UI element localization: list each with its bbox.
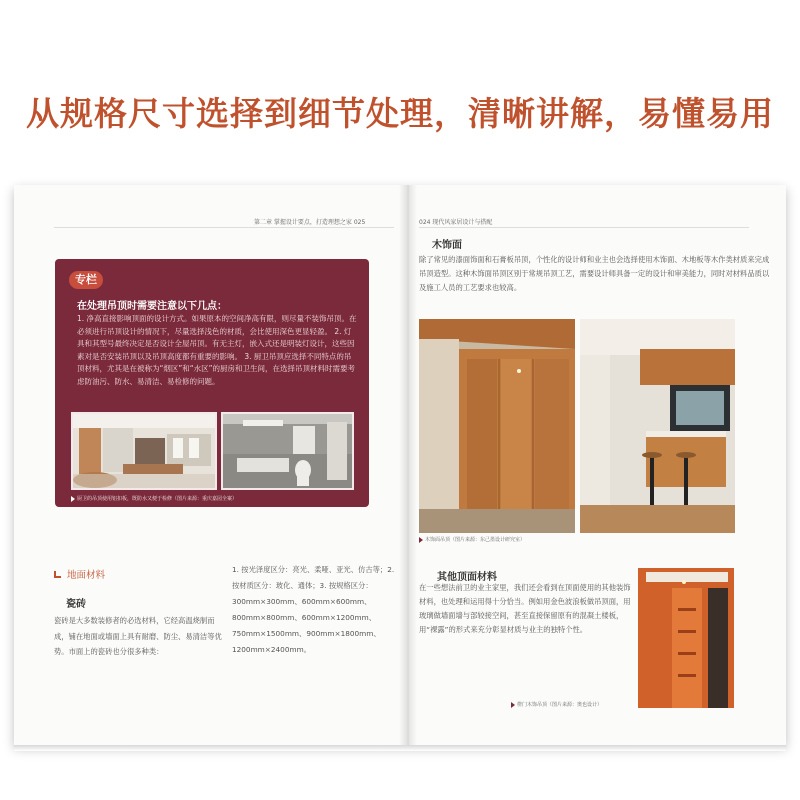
corner-arrow-icon — [54, 571, 61, 578]
tile-paragraph: 瓷砖是大多数装修者的必选材料，它经高温烧制而成，铺在地面或墙面上具有耐磨、防尘、易清洁等优势。市面上的瓷砖也分很多种类： — [54, 616, 222, 656]
floor-heading-text: 地面材料 — [67, 570, 106, 581]
sidebar-caption-text: 厨卫的吊顶使用铝扣板，既防水又便于检修（图片来源：重庆嘉园全案） — [77, 496, 238, 502]
wood-caption-text: 木饰面吊顶（图片来源：东己墨设计研究室） — [425, 537, 526, 543]
tile-spec-list: 1. 按光泽度区分：亮光、柔哑、亚光、仿古等；2. 按材质区分：玻化、通体；3. 按规格区分：300mm×300mm、600mm×600mm、800mm×800mm、600mm×1200mm、750mm×1500mm、900mm×1800mm、1200mm×2400mm。 — [232, 565, 395, 655]
book-spread — [14, 185, 786, 745]
book-shadow — [14, 745, 786, 751]
promo-banner — [0, 0, 800, 185]
sidebar-box — [55, 259, 369, 507]
caption-triangle-icon — [419, 537, 423, 543]
orange-photo-caption — [511, 701, 602, 708]
sidebar-caption — [71, 495, 237, 502]
wood-section-heading: 木饰面 — [432, 240, 462, 251]
other-paragraph: 在一些想法前卫的业主家里，我们还会看到在顶面使用的其他装饰材料，也处理和运用得十分恰当。例如用金色波浪板做吊顶面，用玻璃做墙面墙与部较接空间，甚至直接保留原有的混凝土楼板，用“裸露”的形式来充分彰显材质与业主的独特个性。 — [419, 583, 631, 634]
wood-ceiling-photo-1 — [419, 319, 575, 533]
book-gutter — [399, 185, 417, 745]
other-section-heading: 其他顶面材料 — [437, 572, 497, 583]
left-header-rule — [54, 227, 394, 228]
wood-photo-caption — [419, 536, 525, 543]
wood-paragraph: 除了常见的漆面饰面和石膏板吊顶，个性化的设计师和业主也会选择使用木饰面、木地板等木作类材质来完成吊顶造型。这种木饰面吊顶区别于常规吊顶工艺，需要设计师具备一定的设计和审美能力，同时对材料品质以及施工人员的工艺要求也较高。 — [419, 255, 770, 292]
sidebar-photo-bathroom — [221, 412, 354, 490]
sidebar-text: 1. 净高直接影响顶面的设计方式。如果原本的空间净高有限，则尽量不装饰吊顶。在必须进行吊顶设计的情况下，尽量选择浅色的材质，会比使用深色更显轻盈。 2. 灯具和其型号最终决定是否设计全屋吊顶。有无主灯，嵌入式还是明装灯设计，这些因素对是否安装吊顶以及吊顶高度都有重要的影响。 3. 厨卫吊顶应选择不同特点的吊顶材料，尤其是在被称为“烟区”和“水区”的厨房和卫生间，在选择吊顶材料时需要考虑防油污、防水、易清洁、易检修的问题。 — [77, 314, 357, 386]
orange-ceiling-photo — [638, 568, 734, 708]
left-page-header: 第二章 掌握设计要点，打造理想之家 025 — [254, 219, 366, 226]
caption-triangle-icon — [511, 702, 515, 708]
right-page-header: 024 现代风家居设计与搭配 — [419, 219, 493, 226]
right-header-rule — [419, 227, 749, 228]
floor-section-heading — [54, 567, 105, 581]
sidebar-title: 在处理吊顶时需要注意以下几点： — [77, 301, 227, 312]
caption-triangle-icon — [71, 496, 75, 502]
sidebar-badge: 专栏 — [69, 271, 103, 289]
banner-title: 从规格尺寸选择到细节处理，清晰讲解，易懂易用 — [26, 94, 774, 133]
wood-ceiling-photo-2 — [580, 319, 735, 533]
orange-caption-text: 橙门木饰吊顶（图片来源：奥也设计） — [517, 702, 603, 708]
sidebar-photo-kitchen — [71, 412, 217, 490]
tile-subheading: 瓷砖 — [66, 599, 86, 610]
